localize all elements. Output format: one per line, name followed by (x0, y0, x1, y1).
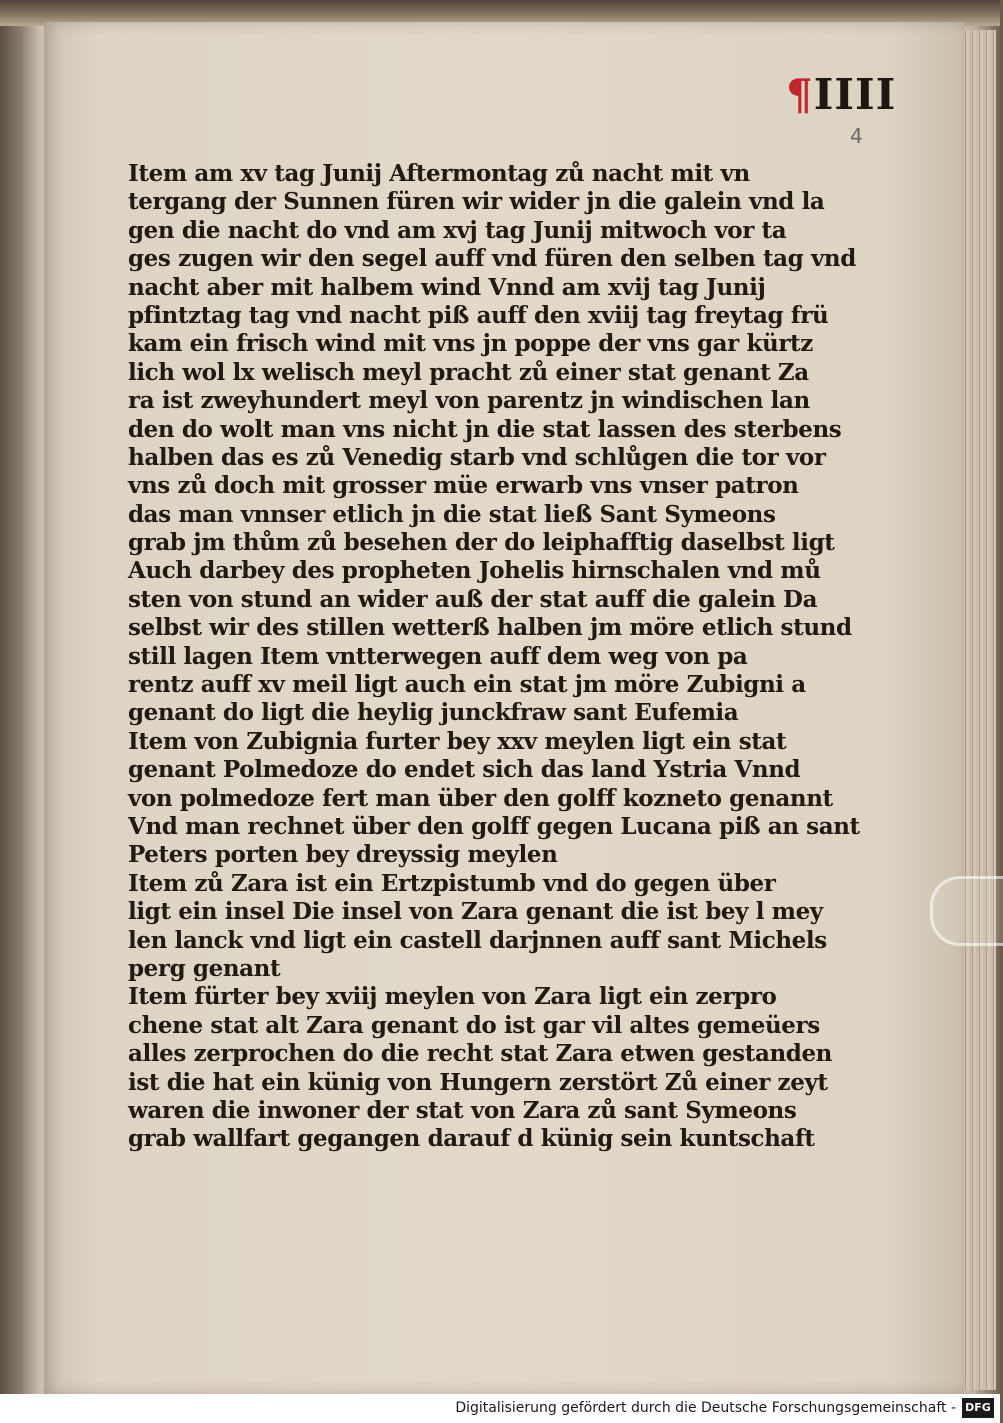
footer-bar (0, 1394, 1000, 1423)
text-line: gen die nacht do vnd am xvj tag Junij mitwoch vor ta (128, 216, 787, 244)
text-line: Item am xv tag Junij Aftermontag zů nacht mit vn (128, 160, 750, 187)
text-line: waren die inwoner der stat von Zara zů sant Symeons (128, 1096, 797, 1124)
text-line: lich wol lx welisch meyl pracht zů einer stat genant Za (128, 358, 809, 386)
text-line: chene stat alt Zara genant do ist gar vil altes gemeüers (128, 1011, 820, 1039)
folio-pilcrow: ¶ (786, 70, 814, 119)
folio-numeral: IIII (813, 70, 897, 119)
dfg-logo: DFG (962, 1398, 994, 1418)
text-line: pfintztag tag vnd nacht piß auff den xviij tag freytag frü (128, 301, 829, 329)
text-line: grab wallfart gegangen darauf d künig sein kuntschaft (128, 1125, 815, 1153)
text-line: tergang der Sunnen füren wir wider jn die galein vnd la (128, 188, 825, 216)
text-line: genant Polmedoze do endet sich das land Ystria Vnnd (128, 756, 801, 784)
page-stack-edge (962, 30, 996, 1390)
text-line: still lagen Item vntterwegen auff dem weg von pa (128, 642, 748, 670)
text-line: das man vnnser etlich jn die stat ließ Sant Symeons (128, 500, 776, 528)
text-line: nacht aber mit halbem wind Vnnd am xvij tag Junij (128, 273, 766, 301)
funding-notice: Digitalisierung gefördert durch die Deutsche Forschungsgemeinschaft - (455, 1400, 956, 1416)
text-line: sten von stund an wider auß der stat auff die galein Da (128, 585, 818, 613)
text-line: den do wolt man vns nicht jn die stat lassen des sterbens (128, 415, 842, 443)
text-line: genant do ligt die heylig junckfraw sant Eufemia (128, 699, 739, 727)
text-line: rentz auff xv meil ligt auch ein stat jm möre Zubigni a (128, 671, 806, 699)
text-line: ra ist zweyhundert meyl von parentz jn windischen lan (128, 387, 810, 415)
text-block (128, 160, 860, 1154)
text-line: Item von Zubignia furter bey xxv meylen ligt ein stat (128, 727, 787, 755)
text-line: grab jm thům zů besehen der do leiphafftig daselbst ligt (128, 529, 835, 557)
text-line: len lanck vnd ligt ein castell darjnnen auff sant Michels (128, 926, 827, 954)
text-line: ist die hat ein künig von Hungern zerstört Zů einer zeyt (128, 1068, 828, 1096)
folio-number (786, 70, 896, 122)
page-clip (930, 876, 1003, 946)
text-line: alles zerprochen do die recht stat Zara etwen gestanden (128, 1040, 833, 1068)
text-line: vns zů doch mit grosser müe erwarb vns vnser patron (128, 472, 799, 500)
text-line: Item fürter bey xviij meylen von Zara ligt ein zerpro (128, 983, 777, 1011)
text-line: kam ein frisch wind mit vns jn poppe der vns gar kürtz (128, 330, 813, 358)
text-line: von polmedoze fert man über den golff kozneto genannt (128, 784, 833, 812)
pencil-page-number: 4 (850, 124, 863, 148)
text-line: perg genant (128, 954, 281, 982)
text-line: ges zugen wir den segel auff vnd füren den selben tag vnd (128, 245, 856, 273)
text-line: halben das es zů Venedig starb vnd schlůgen die tor vor (128, 443, 826, 471)
text-line: Auch darbey des propheten Johelis hirnschalen vnd mů (128, 557, 821, 585)
text-line: ligt ein insel Die insel von Zara genant die ist bey l mey (128, 898, 823, 926)
text-line: Vnd man rechnet über den golff gegen Lucana piß an sant (128, 812, 860, 840)
text-line: selbst wir des stillen wetterß halben jm möre etlich stund (128, 614, 852, 642)
text-line: Peters porten bey dreyssig meylen (128, 841, 558, 869)
text-line: Item zů Zara ist ein Ertzpistumb vnd do gegen über (128, 869, 776, 897)
